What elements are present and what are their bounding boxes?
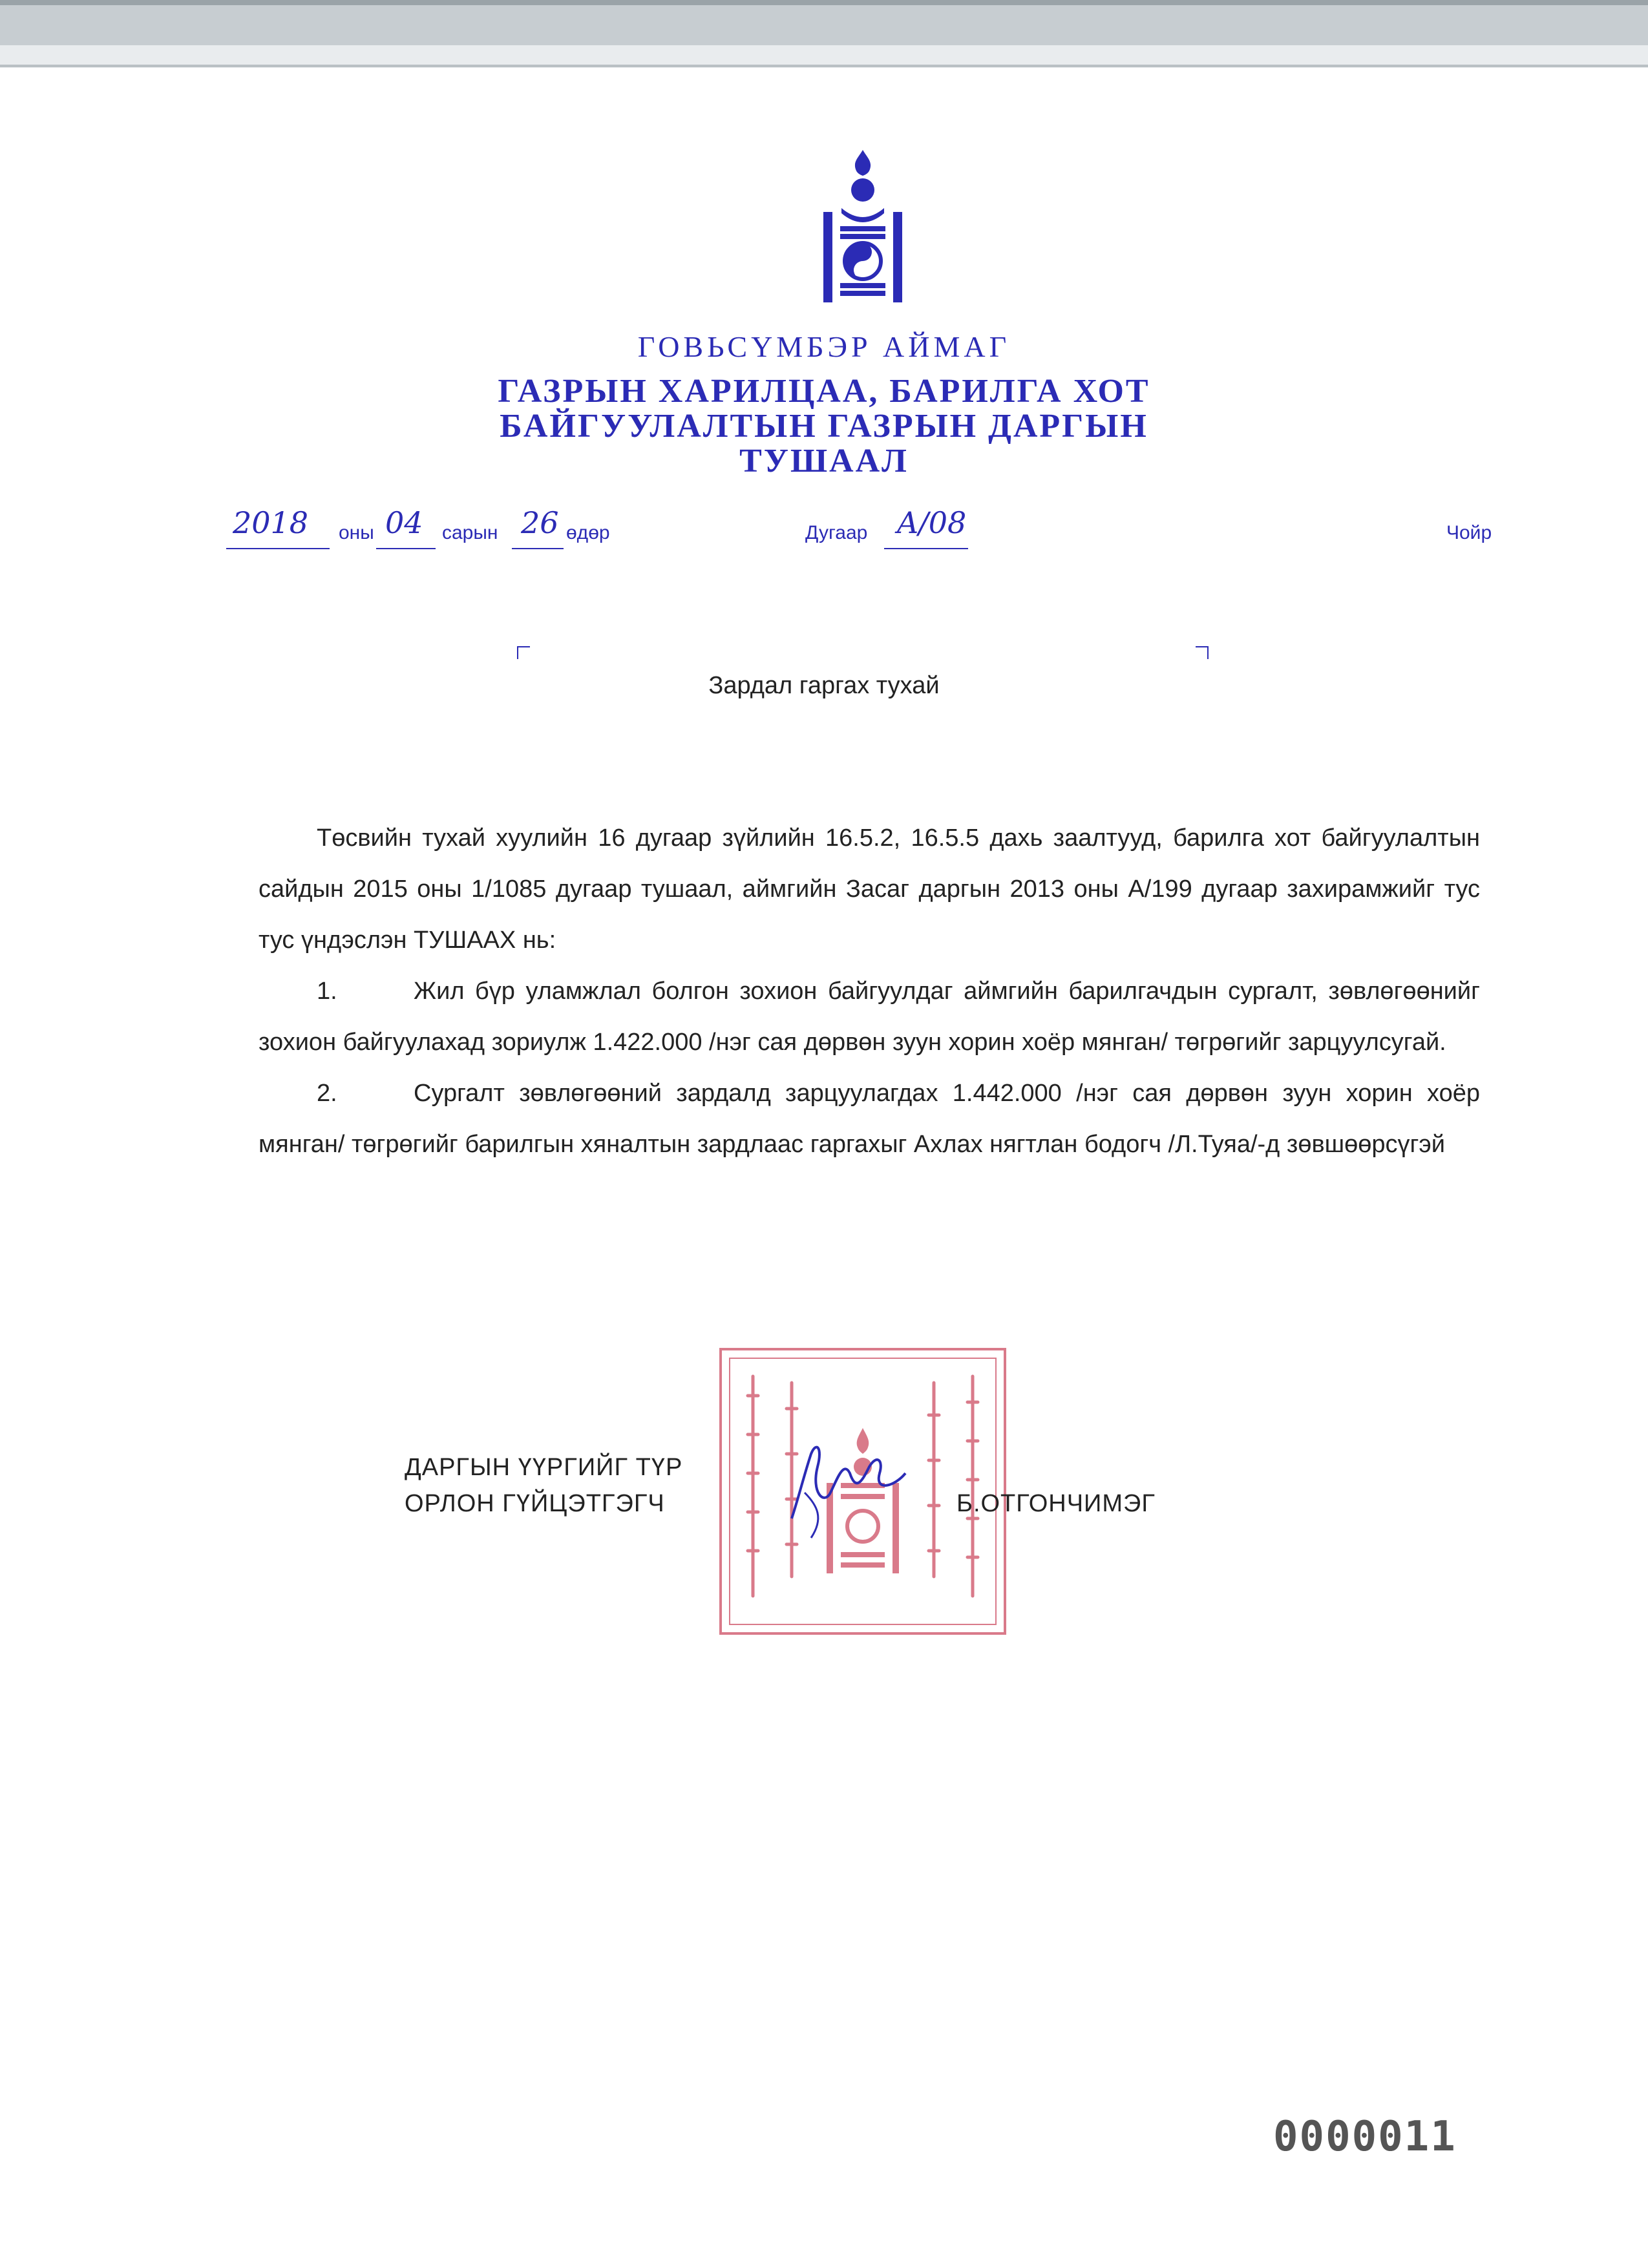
scan-edge-line [0, 65, 1648, 67]
order-item-text: Сургалт зөвлөгөөний зардалд зарцуулагдах 1.442.000 /нэг сая дөрвөн зуун хорин хоёр мянган/ төгрөгийг барилгын хяналтын зардлаас гаргахыг Ахлах нягтлан бодогч /Л.Туяа/-д зөвшөөрсүгэй [259, 1080, 1480, 1158]
header-line-2: ГАЗРЫН ХАРИЛЦАА, БАРИЛГА ХОТ [498, 373, 1150, 410]
date-month: 04 [385, 505, 423, 540]
title-bracket-left [517, 646, 530, 659]
date-month-label: сарын [442, 522, 498, 543]
order-item-text: Жил бүр уламжлал болгон зохион байгуулдаг аймгийн барилгачдын сургалт, зөвлөгөөнийг зохион байгуулахад зориулж 1.422.000 /нэг сая дөрвөн зуун хорин хоёр мянган/ төгрөгийг зарцуулсугай. [259, 978, 1480, 1056]
header-line-3: БАЙГУУЛАЛТЫН ГАЗРЫН ДАРГЫН [500, 408, 1148, 445]
document-title: Зардал гаргах тухай [708, 672, 940, 699]
date-month-underline [376, 548, 436, 549]
document-number: A/08 [897, 505, 967, 540]
place: Чойр [1446, 522, 1492, 543]
number-underline [884, 548, 968, 549]
signer-name: Б.ОТГОНЧИМЭГ [956, 1490, 1156, 1517]
date-day: 26 [521, 505, 559, 540]
title-bracket-right [1196, 646, 1209, 659]
order-item-1 [259, 966, 1480, 1068]
header-line-4: ТУШААЛ [739, 443, 909, 479]
order-item-number: 1. [317, 978, 337, 1005]
header-line-1: ГОВЬСҮМБЭР АЙМАГ [637, 330, 1011, 363]
order-item-2 [259, 1068, 1480, 1170]
serial-number: 0000011 [1273, 2113, 1457, 2161]
signer-title-line-2: ОРЛОН ГҮЙЦЭТГЭГЧ [405, 1490, 665, 1517]
number-label: Дугаар [805, 522, 868, 543]
order-body [259, 813, 1480, 1170]
date-year-underline [226, 548, 330, 549]
date-year: 2018 [233, 505, 309, 540]
intro-paragraph: Төсвийн тухай хуулийн 16 дугаар зүйлийн 16.5.2, 16.5.5 дахь заалтууд, барилга хот байгуулалтын сайдын 2015 оны 1/1085 дугаар тушаал, аймгийн Засаг даргын 2013 оны А/199 дугаар захирамжийг тус тус үндэслэн ТУШААХ нь: [259, 824, 1480, 954]
date-year-label: оны [339, 522, 374, 543]
date-day-underline [512, 548, 564, 549]
soyombo-emblem-icon [814, 150, 911, 310]
signer-title-line-1: ДАРГЫН ҮҮРГИЙГ ТҮР [405, 1454, 683, 1481]
scan-edge [0, 0, 1648, 68]
order-item-number: 2. [317, 1080, 337, 1107]
date-day-label: өдөр [566, 522, 610, 543]
